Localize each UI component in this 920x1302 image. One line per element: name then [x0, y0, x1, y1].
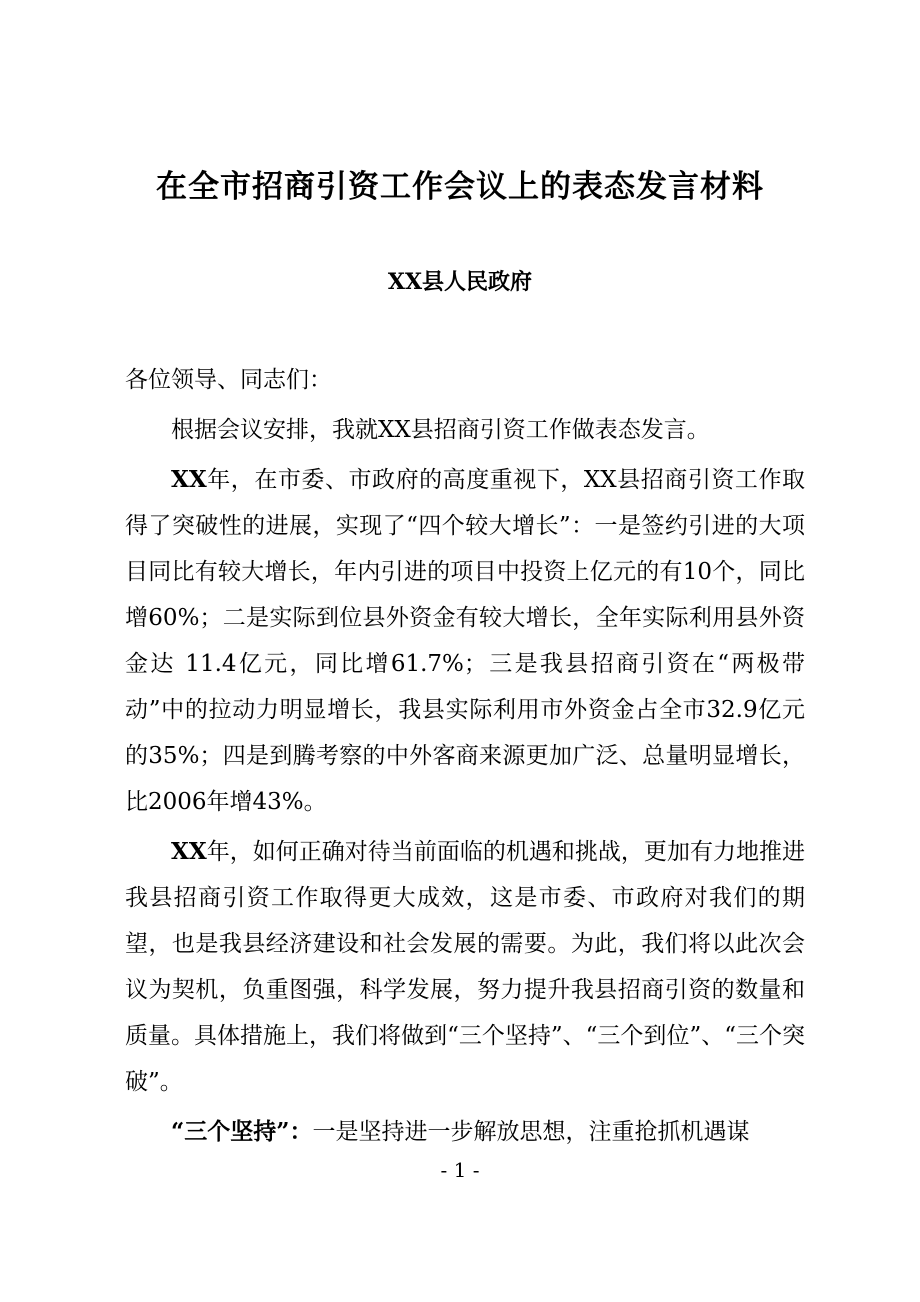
paragraph-1 — [125, 407, 805, 453]
paragraph-4-text: 一是坚持进一步解放思想，注重抢抓机遇谋 — [312, 1119, 750, 1145]
paragraph-2 — [125, 457, 805, 825]
paragraph-2-text: 年，在市委、市政府的高度重视下，XX县招商引资工作取得了突破性的进展，实现了“四个较大增长”：一是签约引进的大项目同比有较大增长，年内引进的项目中投资上亿元的有10个，同比增60%；二是实际到位县外资金有较大增长，全年实际利用县外资金达 11.4亿元，同比增61.7%；三是我县招商引资在“两极带动”中的拉动力明显增长，我县实际利用市外资金占全市32.9亿元的35%；四是到腾考察的中外客商来源更加广泛、总量明显增长，比2006年增43%。 — [125, 467, 805, 815]
document-author: XX县人民政府 — [387, 269, 533, 295]
salutation: 各位领导、同志们： — [125, 367, 332, 393]
paragraph-4-lead: “三个坚持”： — [171, 1118, 313, 1145]
paragraph-3 — [125, 829, 805, 1105]
paragraph-3-lead: XX — [171, 838, 207, 865]
document-body — [125, 357, 805, 1155]
paragraph-1-text: 根据会议安排，我就XX县招商引资工作做表态发言。 — [171, 417, 710, 443]
paragraph-2-lead: XX — [171, 466, 207, 493]
page-number: - 1 - — [440, 1158, 480, 1182]
paragraph-4 — [125, 1109, 805, 1155]
paragraph-3-text: 年，如何正确对待当前面临的机遇和挑战，更加有力地推进我县招商引资工作取得更大成效，这是市委、市政府对我们的期望，也是我县经济建设和社会发展的需要。为此，我们将以此次会议为契机，负重图强，科学发展，努力提升我县招商引资的数量和质量。具体措施上，我们将做到“三个坚持”、“三个到位”、“三个突破”。 — [125, 839, 805, 1095]
document-title: 在全市招商引资工作会议上的表态发言材料 — [156, 169, 764, 205]
